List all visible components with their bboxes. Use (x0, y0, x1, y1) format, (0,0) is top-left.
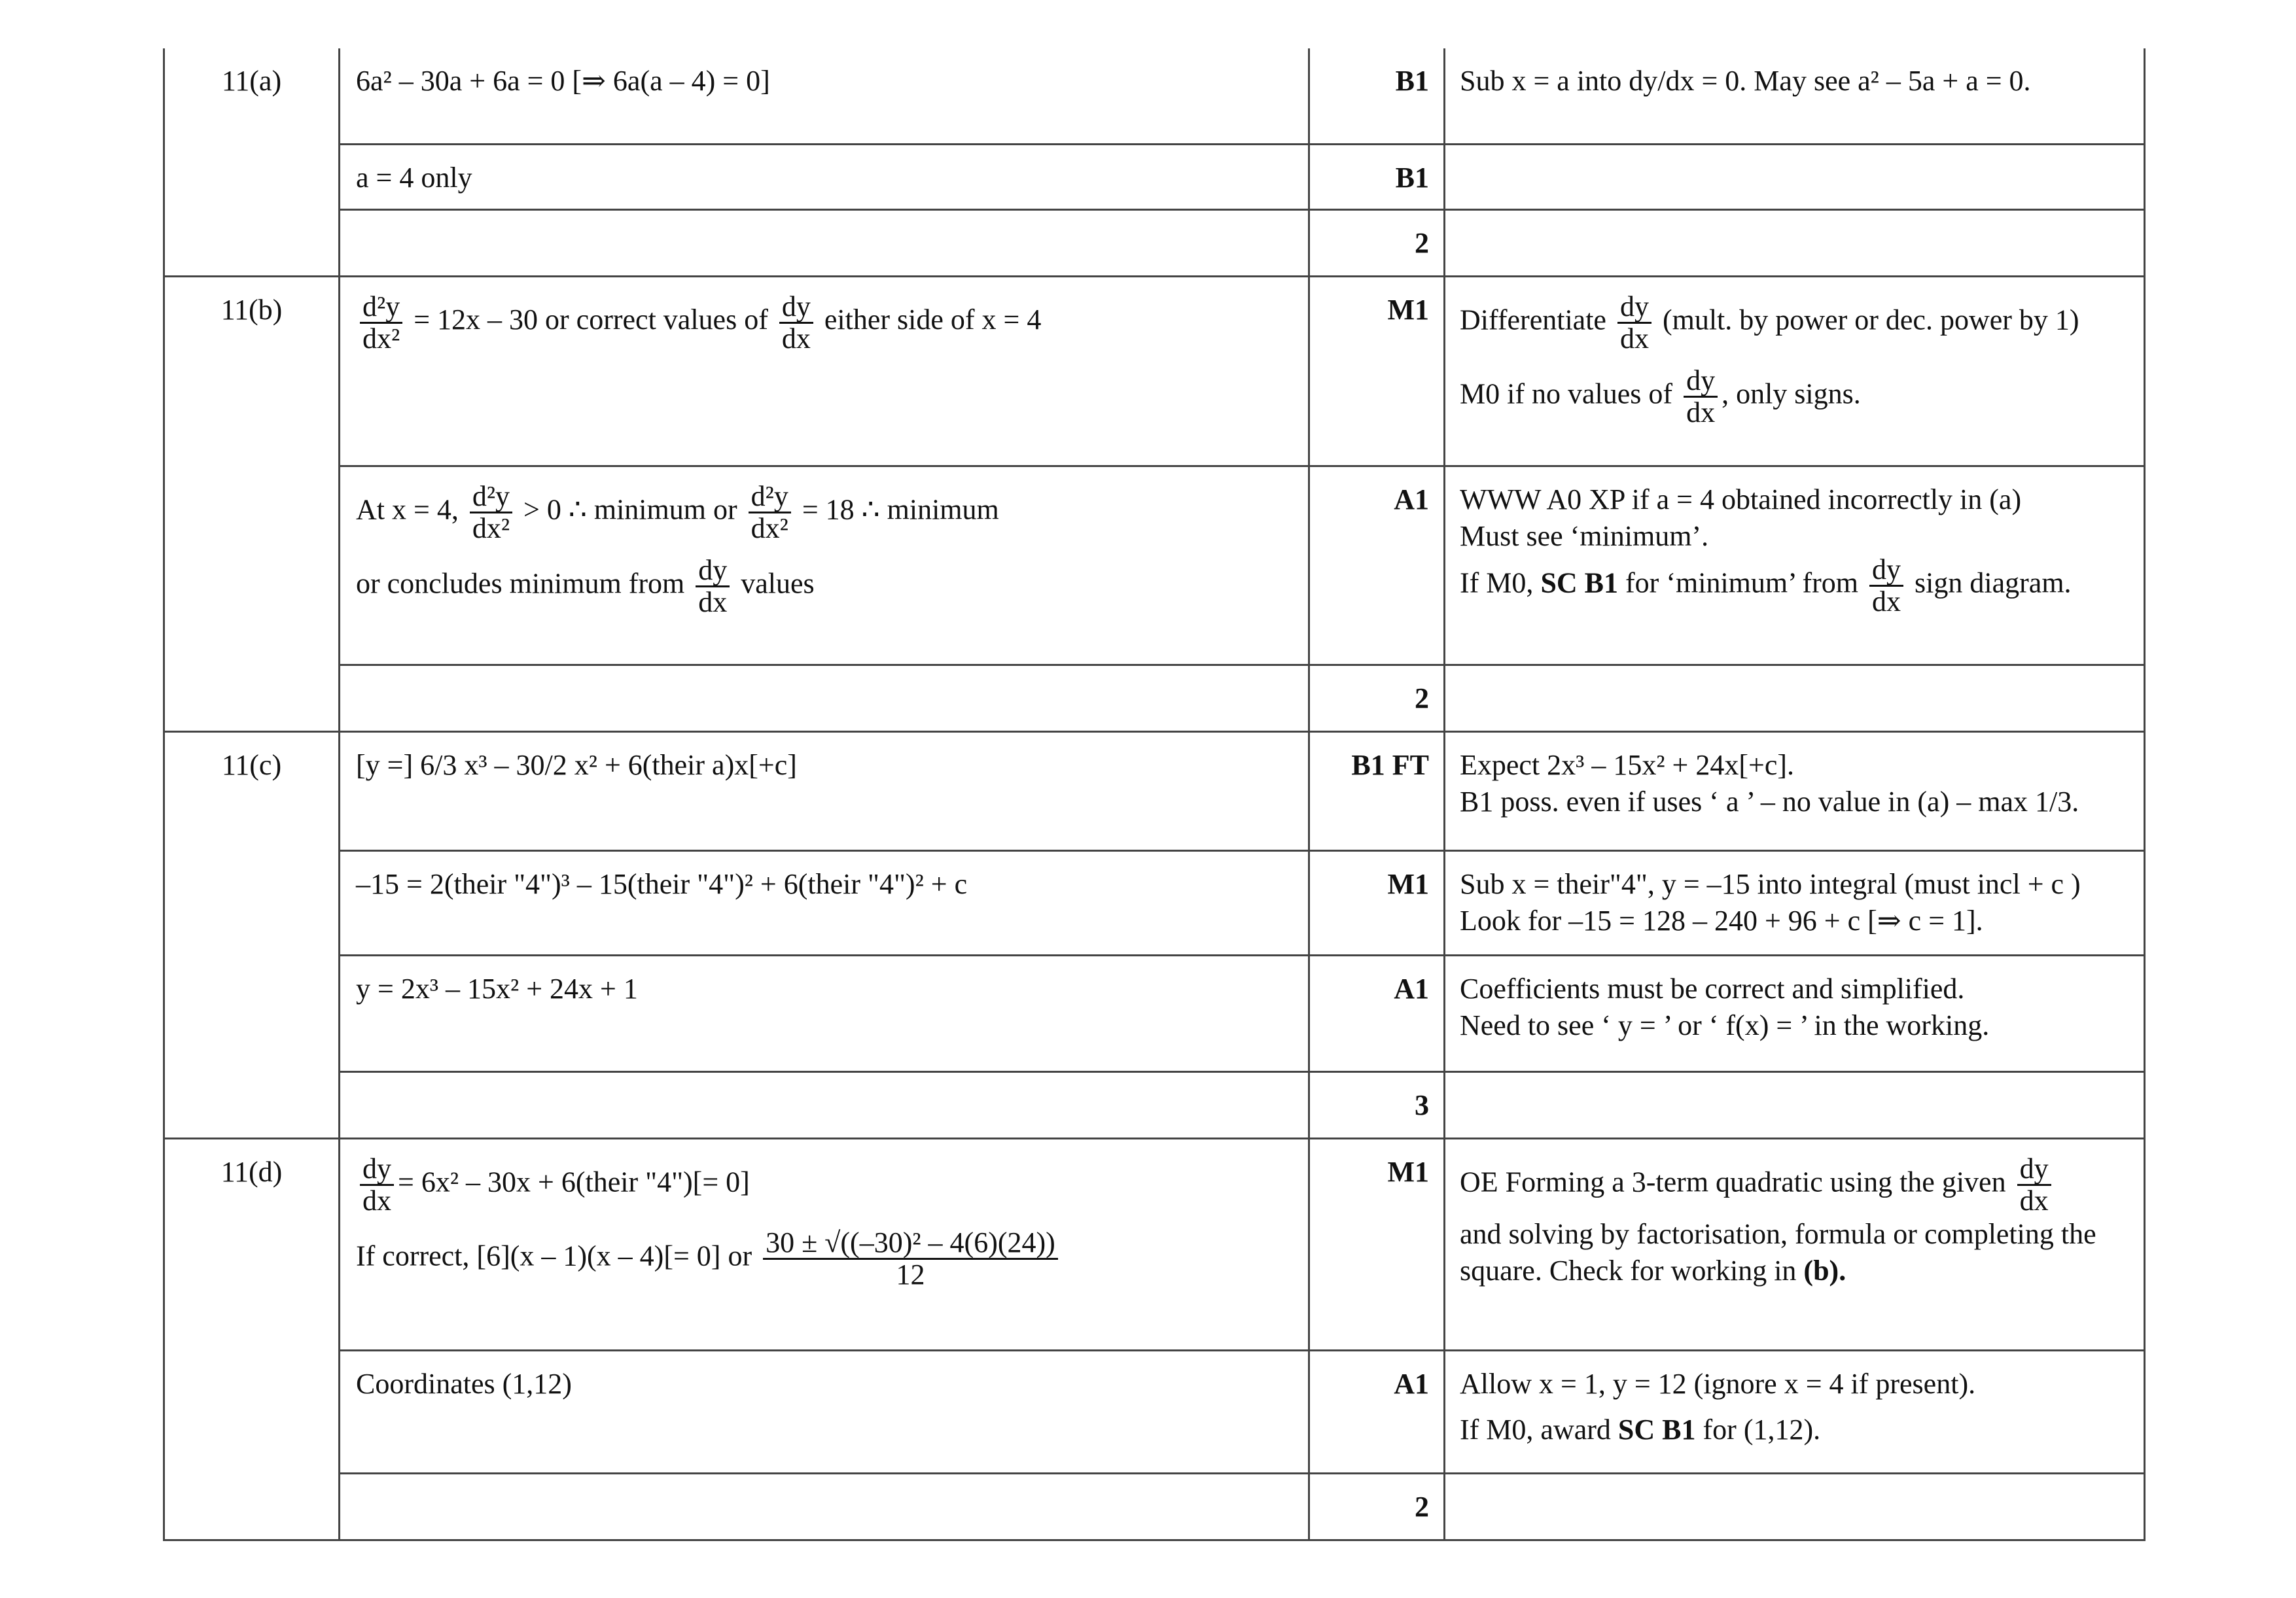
dy-dx-fraction: $\frac{dy}{dx}$ (779, 292, 813, 354)
row-11a-total (164, 209, 2145, 276)
answer-cell: –15 = 2(their "4")³ – 15(their "4")² + 6(their "4")² + c (340, 850, 1309, 955)
question-number: 11(b) (164, 276, 340, 731)
mark-cell: M1 (1309, 276, 1445, 466)
guidance-cell: Coefficients must be correct and simplified. Need to see ‘ y = ’ or ‘ f(x) = ’ in the working. (1445, 955, 2145, 1071)
mark-cell: B1 FT (1309, 731, 1445, 850)
second-derivative-fraction: $\frac{\text{d²y}}{\text{dx²}}$ (360, 292, 402, 354)
mark-cell: M1 (1309, 1138, 1445, 1350)
answer-cell: At x = 4, $\frac{\text{d²y}}{\text{dx²}}$ > 0 ∴ minimum or $\frac{\text{d²y}}{\text{dx²}}$ = 18 ∴ minimum or concludes minimum from $\frac{dy}{dx}$ values (340, 466, 1309, 665)
guidance-cell: Expect 2x³ – 15x² + 24x[+c]. B1 poss. even if uses ‘ a ’ – no value in (a) – max 1/3. (1445, 731, 2145, 850)
row-11b-2 (164, 466, 2145, 665)
question-number: 11(a) (164, 48, 340, 276)
answer-cell: $\frac{\text{d²y}}{\text{dx²}}$ = 12x – 30 or correct values of $\frac{dy}{dx}$ either side of x = 4 (340, 276, 1309, 466)
guidance-cell: OE Forming a 3-term quadratic using the given $\frac{dy}{dx}$ and solving by factorisation, formula or completing the square. Check for working in (b). (1445, 1138, 2145, 1350)
row-11d-total (164, 1473, 2145, 1540)
row-11a-1 (164, 48, 2145, 144)
row-11c-3 (164, 955, 2145, 1071)
row-11d-2 (164, 1350, 2145, 1473)
question-number: 11(c) (164, 731, 340, 1138)
guidance-cell (1445, 48, 2145, 144)
answer-cell: $\frac{dy}{dx}$ = 6x² – 30x + 6(their "4")[= 0] If correct, [6](x – 1)(x – 4)[= 0] or $\frac{\text{30 ± √((–30)² – 4(6)(24))}}{12}$ (340, 1138, 1309, 1350)
guidance-cell: WWW A0 XP if a = 4 obtained incorrectly in (a) Must see ‘minimum’. If M0, SC B1 for ‘minimum’ from $\frac{dy}{dx}$ sign diagram. (1445, 466, 2145, 665)
guidance-cell: Allow x = 1, y = 12 (ignore x = 4 if present). If M0, award SC B1 for (1,12). (1445, 1350, 2145, 1473)
mark-cell: B1 (1309, 144, 1445, 209)
answer-cell: a = 4 only (340, 144, 1309, 209)
guidance-cell (1445, 209, 2145, 276)
row-11b-total (164, 665, 2145, 731)
mark-cell: A1 (1309, 466, 1445, 665)
question-number: 11(d) (164, 1138, 340, 1540)
total-marks: 3 (1309, 1071, 1445, 1138)
answer-cell: y = 2x³ – 15x² + 24x + 1 (340, 955, 1309, 1071)
answer-cell: Coordinates (1,12) (340, 1350, 1309, 1473)
row-11b-1 (164, 276, 2145, 466)
mark-scheme-sheet (163, 48, 2144, 1541)
mark-cell: A1 (1309, 955, 1445, 1071)
total-marks: 2 (1309, 209, 1445, 276)
answer-cell (340, 209, 1309, 276)
guidance-cell: Differentiate $\frac{dy}{dx}$ (mult. by power or dec. power by 1) M0 if no values of $\frac{dy}{dx}$ , only signs. (1445, 276, 2145, 466)
row-11d-1 (164, 1138, 2145, 1350)
guidance-cell (1445, 144, 2145, 209)
guidance-cell: Sub x = their"4", y = –15 into integral (must incl + c ) Look for –15 = 128 – 240 + 96 + c [⇒ c = 1]. (1445, 850, 2145, 955)
mark-cell: A1 (1309, 1350, 1445, 1473)
row-11a-2 (164, 144, 2145, 209)
total-marks: 2 (1309, 1473, 1445, 1540)
answer-cell: [y =] 6/3 x³ – 30/2 x² + 6(their a)x[+c] (340, 731, 1309, 850)
answer-cell: 6a² – 30a + 6a = 0 [⇒ 6a(a – 4) = 0] (340, 48, 1309, 144)
mark-scheme-table (163, 48, 2146, 1541)
row-11c-1 (164, 731, 2145, 850)
row-11c-2 (164, 850, 2145, 955)
mark-cell: B1 (1309, 48, 1445, 144)
row-11c-total (164, 1071, 2145, 1138)
mark-cell: M1 (1309, 850, 1445, 955)
guidance-text: Sub x = a into dy/dx = 0. May see a² – 5a + a = 0. (1460, 65, 2031, 97)
total-marks: 2 (1309, 665, 1445, 731)
quadratic-formula: $\frac{\text{30 ± √((–30)² – 4(6)(24))}}{12}$ (763, 1228, 1058, 1290)
